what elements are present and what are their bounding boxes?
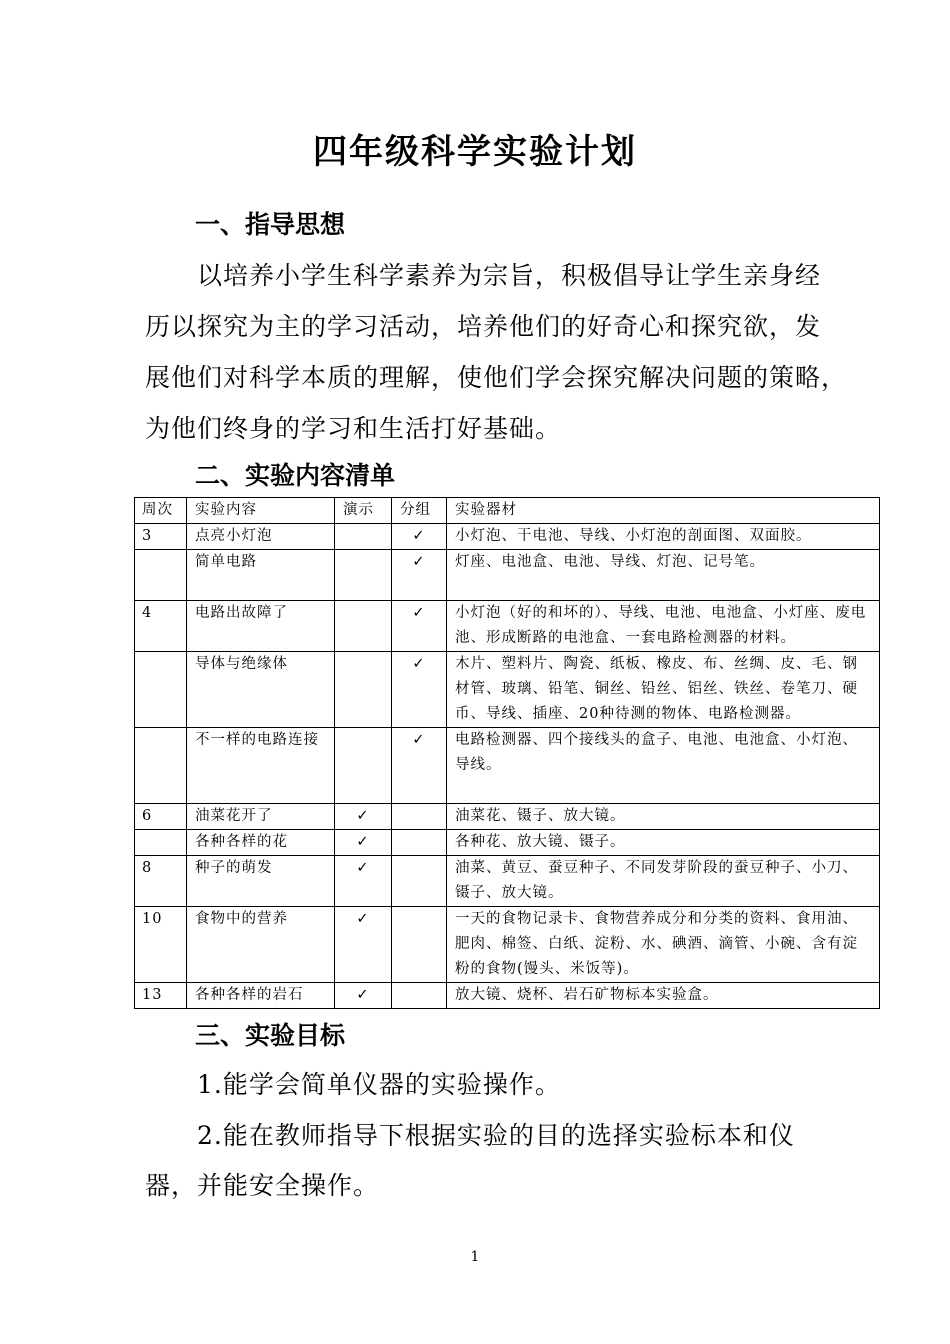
header-demo: 演示 [335,498,392,524]
table-row [135,550,880,601]
cell-materials: 小灯泡、干电池、导线、小灯泡的剖面图、双面胶。 [447,524,880,550]
cell-group-check [392,983,447,1009]
cell-demo-check: ✓ [335,907,392,983]
cell-group-check: ✓ [392,601,447,652]
cell-materials: 油菜花、镊子、放大镜。 [447,804,880,830]
cell-demo-check [335,601,392,652]
cell-week: 4 [135,601,187,652]
cell-group-check: ✓ [392,652,447,728]
cell-week: 3 [135,524,187,550]
paragraph-line: 以培养小学生科学素养为宗旨，积极倡导让学生亲身经 [197,261,822,290]
cell-demo-check: ✓ [335,804,392,830]
header-week: 周次 [135,498,187,524]
cell-content: 各种各样的花 [187,830,335,856]
cell-content: 各种各样的岩石 [187,983,335,1009]
cell-materials: 一天的食物记录卡、食物营养成分和分类的资料、食用油、肥肉、棉签、白纸、淀粉、水、碘酒、滴管、小碗、含有淀粉的食物(馒头、米饭等)。 [447,907,880,983]
cell-content: 点亮小灯泡 [187,524,335,550]
cell-content: 油菜花开了 [187,804,335,830]
cell-week: 6 [135,804,187,830]
section1-heading: 一、指导思想 [195,210,346,239]
cell-demo-check [335,652,392,728]
paragraph-line: 为他们终身的学习和生活打好基础。 [145,414,562,443]
cell-demo-check [335,524,392,550]
cell-group-check [392,804,447,830]
objective-item-continuation: 器，并能安全操作。 [145,1171,380,1200]
cell-content: 种子的萌发 [187,856,335,907]
section2-heading: 二、实验内容清单 [195,461,396,490]
table-header-row [135,498,880,524]
table-row [135,652,880,728]
paragraph-line: 展他们对科学本质的理解，使他们学会探究解决问题的策略， [145,363,848,392]
experiment-table [134,497,880,1009]
cell-demo-check: ✓ [335,856,392,907]
cell-week [135,652,187,728]
cell-content: 简单电路 [187,550,335,601]
cell-week: 10 [135,907,187,983]
table-row [135,524,880,550]
cell-group-check: ✓ [392,728,447,804]
cell-group-check: ✓ [392,550,447,601]
table-row [135,601,880,652]
cell-materials: 小灯泡（好的和坏的）、导线、电池、电池盒、小灯座、废电池、形成断路的电池盒、一套电路检测器的材料。 [447,601,880,652]
cell-materials: 灯座、电池盒、电池、导线、灯泡、记号笔。 [447,550,880,601]
header-content: 实验内容 [187,498,335,524]
page-title: 四年级科学实验计划 [313,132,637,172]
table-row [135,804,880,830]
cell-group-check [392,830,447,856]
cell-group-check: ✓ [392,524,447,550]
table-row [135,983,880,1009]
cell-materials: 木片、塑料片、陶瓷、纸板、橡皮、布、丝绸、皮、毛、钢材管、玻璃、铅笔、铜丝、铅丝、铝丝、铁丝、卷笔刀、硬币、导线、插座、20种待测的物体、电路检测器。 [447,652,880,728]
cell-week [135,728,187,804]
cell-week [135,550,187,601]
header-group: 分组 [392,498,447,524]
cell-content: 不一样的电路连接 [187,728,335,804]
cell-materials: 油菜、黄豆、蚕豆种子、不同发芽阶段的蚕豆种子、小刀、镊子、放大镜。 [447,856,880,907]
cell-materials: 各种花、放大镜、镊子。 [447,830,880,856]
header-materials: 实验器材 [447,498,880,524]
cell-content: 导体与绝缘体 [187,652,335,728]
cell-group-check [392,907,447,983]
objective-item: 1.能学会简单仪器的实验操作。 [197,1070,561,1099]
cell-week: 13 [135,983,187,1009]
cell-content: 电路出故障了 [187,601,335,652]
cell-demo-check: ✓ [335,830,392,856]
cell-group-check [392,856,447,907]
page-number: 1 [470,1249,480,1265]
cell-materials: 放大镜、烧杯、岩石矿物标本实验盒。 [447,983,880,1009]
cell-demo-check [335,728,392,804]
table-row [135,856,880,907]
paragraph-line: 历以探究为主的学习活动，培养他们的好奇心和探究欲，发 [145,312,822,341]
table-row [135,728,880,804]
cell-week [135,830,187,856]
table-row [135,830,880,856]
cell-week: 8 [135,856,187,907]
cell-materials: 电路检测器、四个接线头的盒子、电池、电池盒、小灯泡、导线。 [447,728,880,804]
objective-item: 2.能在教师指导下根据实验的目的选择实验标本和仪 [197,1121,795,1150]
table-row [135,907,880,983]
cell-demo-check [335,550,392,601]
section3-heading: 三、实验目标 [195,1021,346,1050]
cell-content: 食物中的营养 [187,907,335,983]
cell-demo-check: ✓ [335,983,392,1009]
